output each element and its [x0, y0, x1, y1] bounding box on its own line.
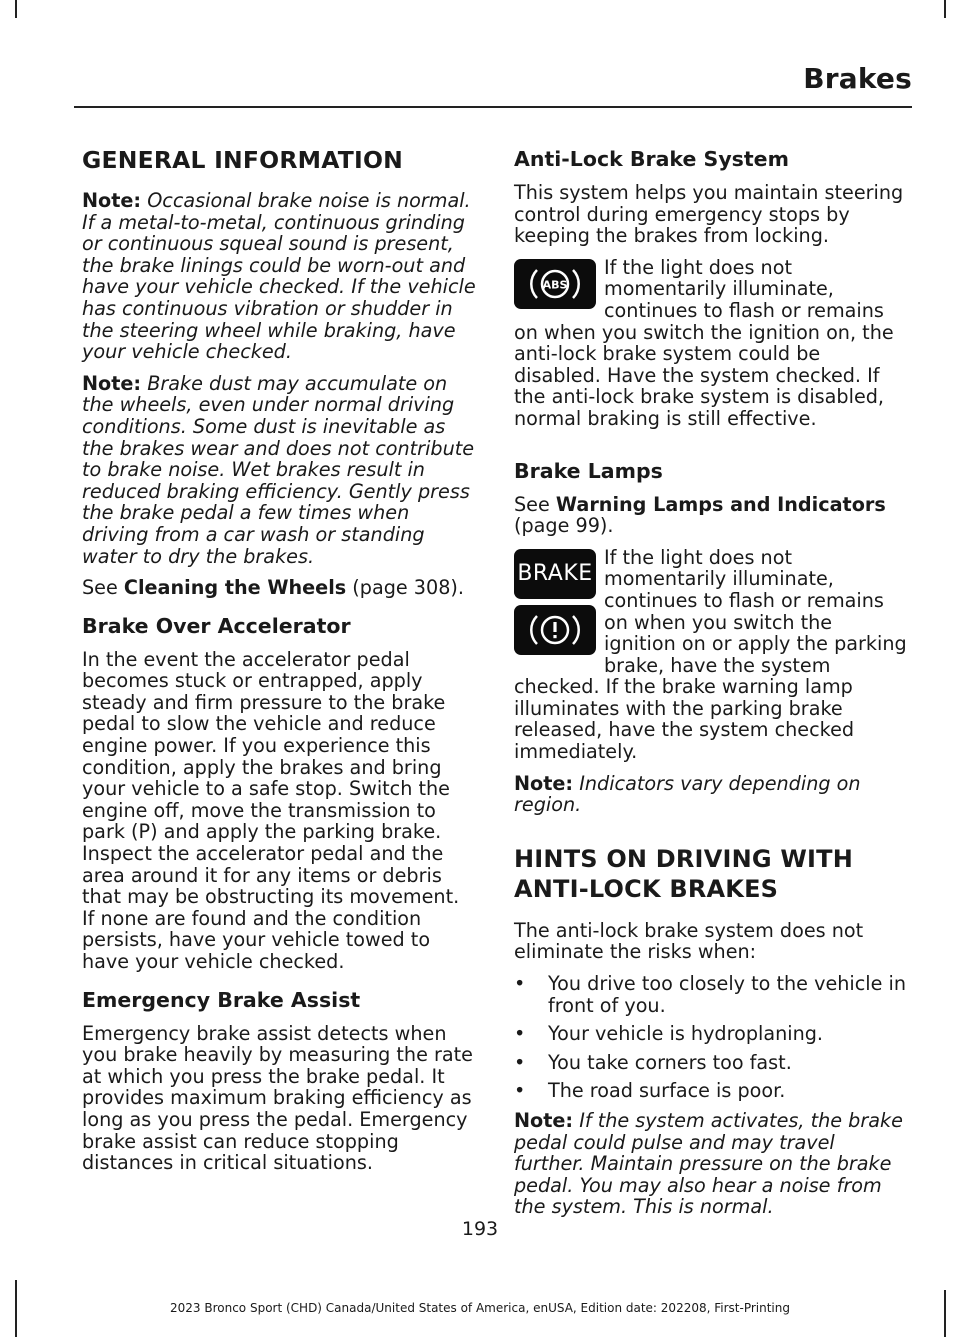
list-item: • You take corners too fast.	[514, 1052, 909, 1074]
note-text: Brake dust may accumulate on the wheels, even under normal driving conditions. Some dust is inevitable as the brakes wear and does not contribute to brake noise. Wet brakes result in reduced braking efficiency. Gently press the brake pedal a few times when driving from a car wash or standing water to dry the brakes.	[82, 371, 475, 568]
footer-edition-text: 2023 Bronco Sport (CHD) Canada/United States of America, enUSA, Edition date: 202208, First-Printing	[170, 1301, 790, 1315]
crop-mark-top-left	[15, 0, 17, 18]
note-label: Note:	[514, 771, 574, 795]
abs-warning-icon	[514, 259, 596, 309]
brake-lamps-heading: Brake Lamps	[514, 458, 663, 483]
page-header-title: Brakes	[803, 62, 912, 95]
abs-warning-block	[514, 257, 909, 440]
abs-icon-label: ABS	[542, 278, 568, 292]
hints-heading: HINTS ON DRIVING WITH ANTI-LOCK BRAKES	[514, 844, 853, 903]
header-divider	[74, 106, 912, 108]
brake-symbol-graphic	[525, 608, 585, 652]
note-label: Note:	[82, 189, 142, 212]
list-item: • Your vehicle is hydroplaning.	[514, 1023, 909, 1045]
brake-light-text: If the light does not momentarily illuminate, continues to flash or remains on when you switch the ignition on or apply the parking brake, have the system checked. If the brake warning lamp illuminates with the parking brake released, have the system checked immediately.	[514, 545, 907, 764]
note-brake-dust	[82, 373, 477, 567]
note-label: Note:	[82, 371, 142, 395]
note-label: Note:	[514, 1109, 574, 1132]
brake-warning-block	[514, 547, 909, 773]
risk-list	[514, 973, 909, 1102]
anti-lock-brake-system-heading: Anti-Lock Brake System	[514, 147, 789, 171]
abs-intro-text: This system helps you maintain steering control during emergency stops by keeping the brakes from locking.	[514, 181, 904, 248]
note-text: Occasional brake noise is normal. If a metal-to-metal, continuous grinding or continuous squeal sound is present, the brake linings could be worn-out and have your vehicle checked. If the vehicle has continuous vibration or shudder in the steering wheel while braking, have your vehicle checked.	[82, 189, 476, 364]
see-cleaning-wheels: See Cleaning the Wheels (page 308).	[82, 576, 465, 600]
crop-mark-top-right	[944, 0, 946, 18]
left-column	[82, 140, 477, 1184]
brake-icon-label: BRAKE	[517, 560, 593, 586]
warning-lamps-link[interactable]: Warning Lamps and Indicators	[555, 492, 886, 516]
brake-text-warning-icon	[514, 549, 596, 599]
emergency-brake-assist-text: Emergency brake assist detects when you brake heavily by measuring the rate at which you press the brake pedal. It provides maximum braking efficiency as long as you press the pedal. Emergency brake assist can reduce stopping distances in critical situations.	[82, 1021, 473, 1175]
hints-intro-text: The anti-lock brake system does not eliminate the risks when:	[514, 918, 864, 964]
note-brake-noise	[82, 190, 477, 363]
brake-symbol-warning-icon	[514, 605, 596, 655]
general-information-heading: GENERAL INFORMATION	[82, 146, 404, 174]
list-item: • You drive too closely to the vehicle in front of you.	[514, 973, 909, 1016]
note-system-activates	[514, 1110, 909, 1218]
right-column	[514, 140, 909, 1228]
brake-over-accelerator-heading: Brake Over Accelerator	[82, 613, 351, 638]
cleaning-wheels-link[interactable]: Cleaning the Wheels	[123, 576, 347, 600]
brake-icons	[514, 549, 596, 655]
emergency-brake-assist-heading: Emergency Brake Assist	[82, 987, 361, 1012]
list-item: • The road surface is poor.	[514, 1080, 909, 1102]
abs-light-text: If the light does not momentarily illuminate, continues to flash or remains on when you switch the ignition on, the anti-lock brake system could be disabled. Have the system checked. If the anti-lock brake system is disabled, normal braking is still effective.	[514, 255, 894, 430]
note-indicators-vary	[514, 773, 909, 816]
see-warning-lamps: See Warning Lamps and Indicators (page 99).	[514, 492, 886, 538]
abs-icon-graphic	[525, 262, 585, 306]
brake-over-accelerator-text: In the event the accelerator pedal becomes stuck or entrapped, apply steady and firm pressure to the brake pedal to slow the vehicle and reduce engine power. If you experience this condition, apply the brakes and bring your vehicle to a safe stop. Switch the engine off, move the transmission to park (P) and apply the parking brake. Inspect the accelerator pedal and the area around it for any items or debris that may be obstructing its movement. If none are found and the condition persists, have your vehicle towed to have your vehicle checked.	[82, 647, 460, 973]
note-text: If the system activates, the brake pedal could pulse and may travel further. Maintain pressure on the brake pedal. You may also hear a noise from the system. This is normal.	[514, 1109, 903, 1219]
page-number: 193	[461, 1218, 499, 1240]
note-text: Indicators vary depending on region.	[514, 771, 861, 817]
